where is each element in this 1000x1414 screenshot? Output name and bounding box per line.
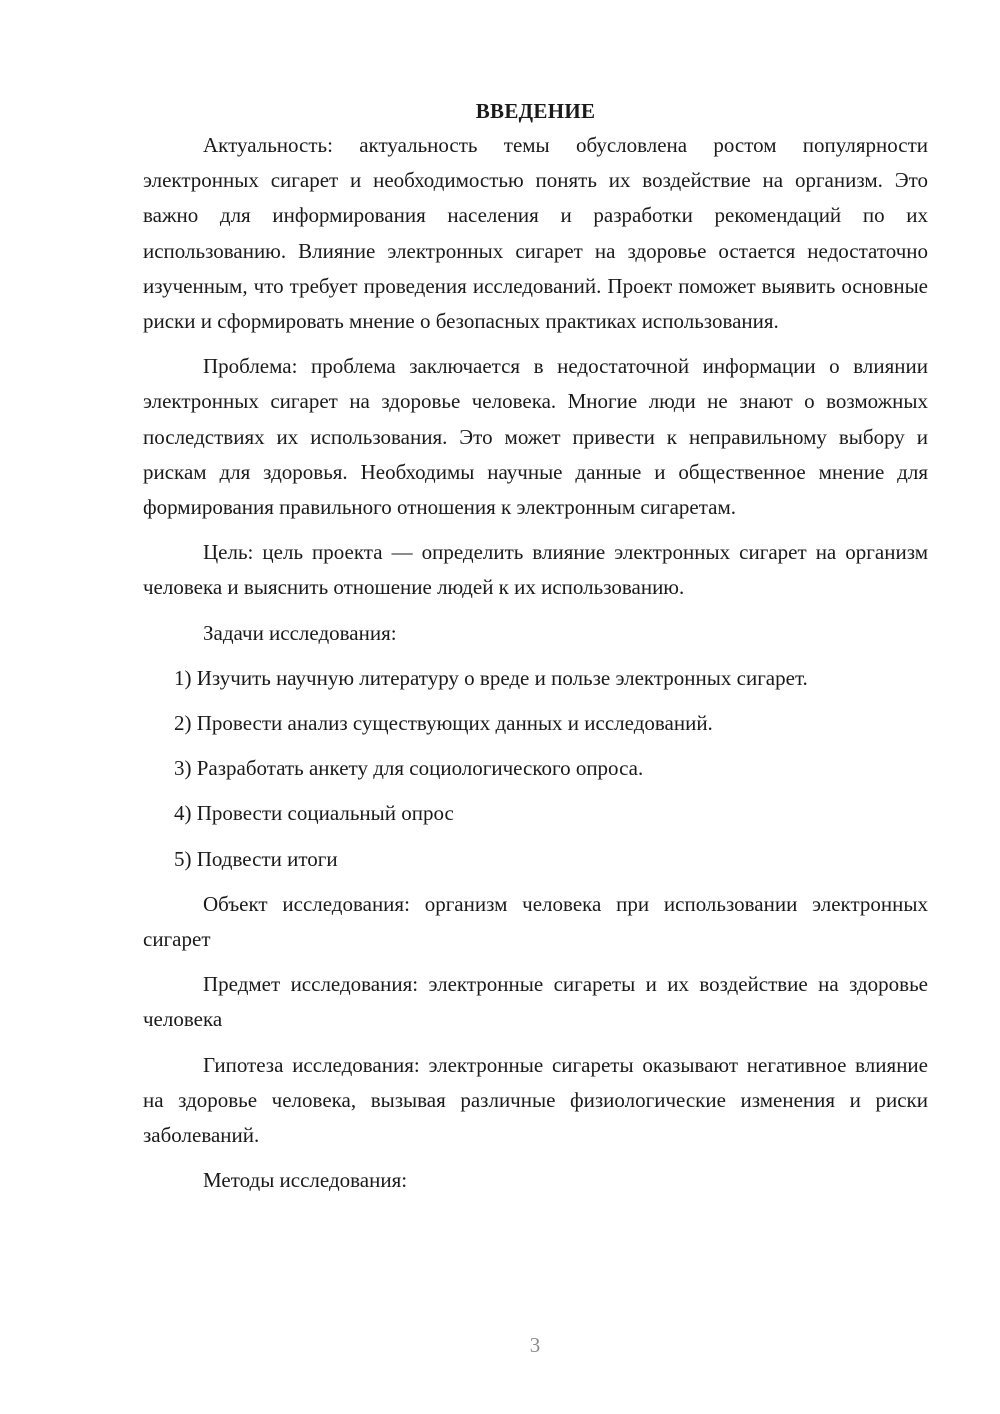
object-paragraph: Объект исследования: организм человека при использовании электронных сигарет — [143, 891, 928, 952]
goal-paragraph: Цель: цель проекта — определить влияние электронных сигарет на организм человека и выяснить отношение людей к их использованию. — [143, 540, 928, 600]
task-item: 2) Провести анализ существующих данных и исследований. — [174, 711, 713, 736]
task-item: 4) Провести социальный опрос — [174, 801, 454, 826]
tasks-title: Задачи исследования: — [203, 620, 397, 645]
subject-paragraph: Предмет исследования: электронные сигареты и их воздействие на здоровье человека — [143, 972, 928, 1032]
section-heading: ВВЕДЕНИЕ — [475, 99, 596, 123]
task-item: 1) Изучить научную литературу о вреде и пользе электронных сигарет. — [174, 665, 808, 690]
tasks-list — [143, 661, 928, 877]
methods-title: Методы исследования: — [203, 1168, 408, 1193]
document-page — [143, 96, 928, 1208]
hypothesis-paragraph: Гипотеза исследования: электронные сигареты оказывают негативное влияние на здоровье человека, вызывая различные физиологические изменения и риски заболеваний. — [143, 1052, 928, 1148]
task-item: 3) Разработать анкету для социологического опроса. — [174, 756, 644, 781]
relevance-paragraph: Актуальность: актуальность темы обусловлена ростом популярности электронных сигарет и необходимостью понять их воздействие на организм. Это важно для информирования населения и разработки рекомендаций по их использованию. Влияние электронных сигарет на здоровье остается недостаточно изученным, что требует проведения исследований. Проект поможет выявить основные риски и сформировать мнение о безопасных практиках использования. — [143, 133, 928, 334]
problem-paragraph: Проблема: проблема заключается в недостаточной информации о влиянии электронных сигарет на здоровье человека. Многие люди не знают о возможных последствиях их использования. Это может привести к неправильному выбору и рискам для здоровья. Необходимы научные данные и общественное мнение для формирования правильного отношения к электронным сигаретам. — [143, 354, 928, 520]
page-number: 3 — [529, 1333, 541, 1357]
task-item: 5) Подвести итоги — [174, 846, 338, 871]
